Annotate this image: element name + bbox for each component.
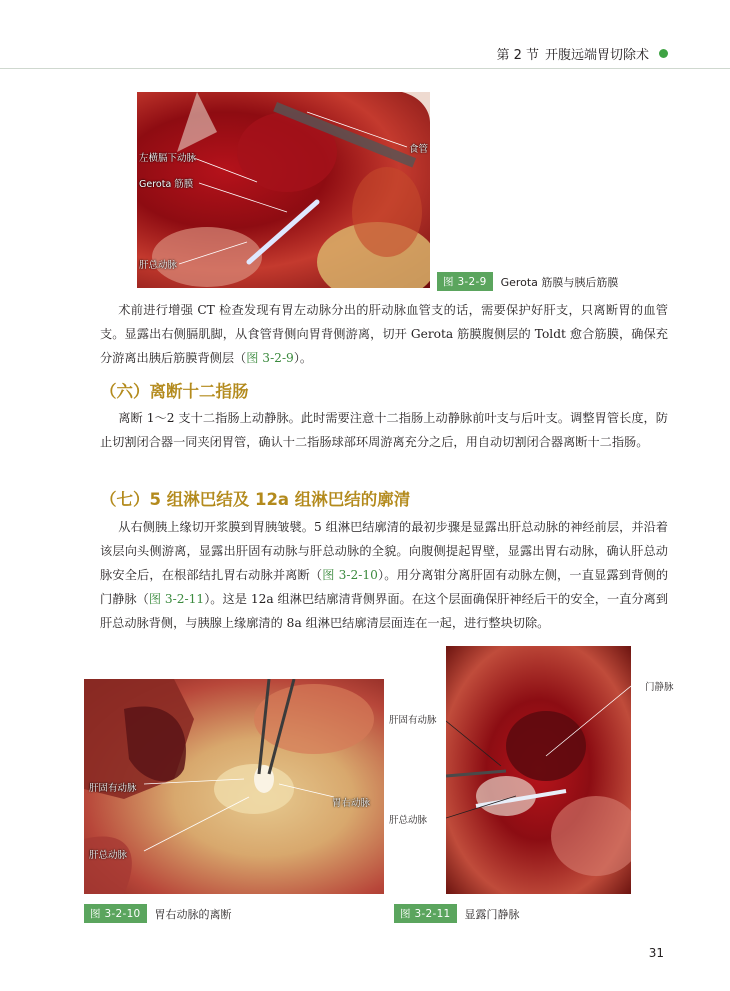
figure-ref-3-2-11[interactable]: 图 3-2-11 (148, 592, 205, 606)
label-gerota: Gerota 筋膜 (139, 179, 194, 190)
label-common-hepatic-2: 肝总动脉 (89, 850, 128, 861)
figure-ref-3-2-10[interactable]: 图 3-2-10 (322, 568, 378, 582)
label-esophagus: 食管 (409, 144, 429, 155)
figure-3-2-10-photo (84, 679, 384, 894)
section-heading-6: （六）离断十二指肠 (100, 382, 249, 401)
paragraph-3 (100, 515, 668, 635)
header-section: 第 2 节 (496, 48, 539, 63)
caption-text: 显露门静脉 (464, 907, 520, 921)
figure-ref-3-2-9[interactable]: 图 3-2-9 (246, 351, 294, 365)
paragraph-2 (100, 406, 668, 454)
label-proper-hepatic-3: 肝固有动脉 (389, 715, 437, 726)
caption-tag: 图 3-2-9 (437, 272, 493, 291)
page-number: 31 (648, 946, 664, 960)
caption-tag: 图 3-2-11 (394, 904, 457, 923)
header-rule (0, 68, 730, 69)
label-common-hepatic-1: 肝总动脉 (139, 260, 178, 271)
figure-3-2-11-photo (446, 646, 631, 894)
paragraph-3-part3: ）。这是 12a 组淋巴结廓清背侧界面。在这个层面确保肝神经后干的安全，一直分离到肝总动脉背侧，与胰腺上缘廓清的 8a 组淋巴结廓清层面连在一起，进行整块切除。 (100, 592, 669, 630)
caption-tag: 图 3-2-10 (84, 904, 147, 923)
figure-3-2-11-tissue (446, 646, 631, 894)
caption-text: 胃右动脉的离断 (154, 907, 232, 921)
label-right-gastric: 胃右动脉 (332, 798, 371, 809)
figure-3-2-9-photo (137, 92, 430, 288)
paragraph-1-tail: ）。 (293, 351, 313, 365)
label-common-hepatic-3: 肝总动脉 (389, 815, 428, 826)
running-header (496, 44, 668, 63)
label-left-transverse: 左横膈下动脉 (139, 153, 197, 164)
section-heading-7: （七）5 组淋巴结及 12a 组淋巴结的廓清 (100, 490, 411, 509)
figure-3-2-10-caption (84, 904, 232, 923)
paragraph-1 (100, 298, 668, 370)
paragraph-3-part1: 从右侧胰上缘切开浆膜到胃胰皱襞。5 组淋巴结廓清的最初步骤是显露出肝总动脉的神经前层，并沿着该层向头侧游离，显露出肝固有动脉与肝总动脉的全貌。向腹侧提起胃壁，显露出胃右动脉，确认肝总动脉安全后，在根部结扎胃右动脉并离断（ (100, 520, 668, 582)
figure-3-2-11-caption (394, 904, 520, 923)
paragraph-1-text: 术前进行增强 CT 检查发现有胃左动脉分出的肝动脉血管支的话，需要保护好肝支，只离断胃的血管支。显露出右侧膈肌脚，从食管背侧向胃背侧游离，切开 Gerota 筋膜腹侧层的 Toldt 愈合筋膜，确保充分游离出胰后筋膜背侧层（ (100, 303, 668, 365)
header-title: 开腹远端胃切除术 (544, 48, 649, 63)
caption-text: Gerota 筋膜与胰后筋膜 (500, 275, 619, 289)
header-dot-icon (659, 49, 668, 58)
figure-3-2-9-caption (437, 272, 618, 291)
label-proper-hepatic-2: 肝固有动脉 (89, 783, 137, 794)
paragraph-2-text: 离断 1～2 支十二指肠上动静脉。此时需要注意十二指肠上动静脉前叶支与后叶支。调整胃管长度，防止切割闭合器一同夹闭胃管，确认十二指肠球部环周游离充分之后，用自动切割闭合器离断十二指肠。 (100, 411, 668, 449)
figure-3-2-9-tissue (137, 92, 430, 288)
paragraph-3-part2: ）。用分离钳分离肝固有动脉左侧，一直显露到背侧的门静脉（ (100, 568, 669, 606)
label-portal-vein: 门静脉 (645, 682, 674, 693)
